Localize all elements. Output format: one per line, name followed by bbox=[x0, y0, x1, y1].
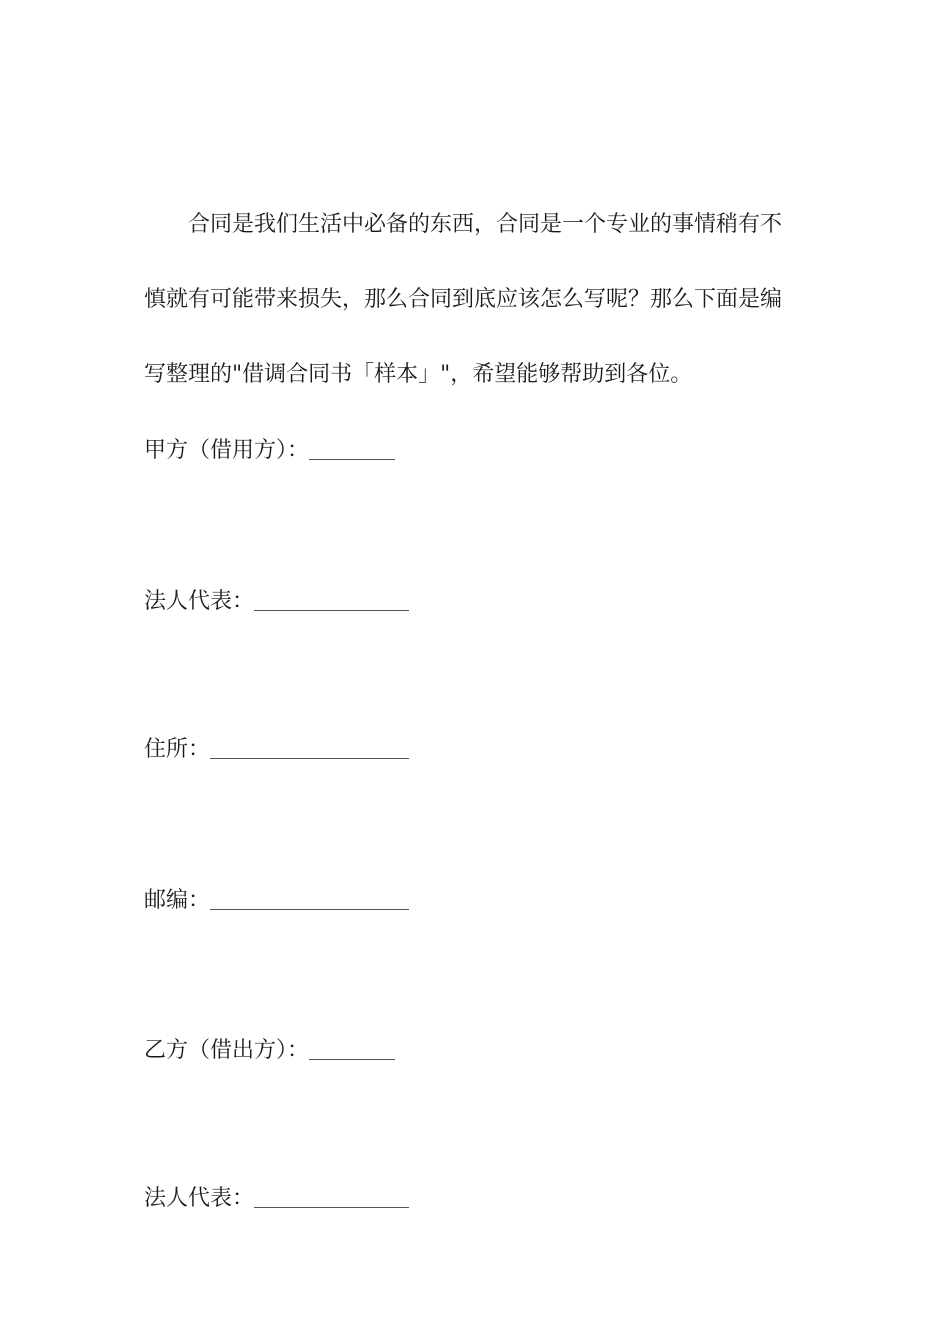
party-b-label: 乙方（借出方）： bbox=[144, 1038, 310, 1063]
party-a-representative-label: 法人代表： bbox=[144, 589, 255, 614]
party-b-field bbox=[144, 1034, 395, 1066]
intro-line-3: 写整理的"借调合同书「样本」"，希望能够帮助到各位。 bbox=[144, 362, 693, 387]
intro-line-2: 慎就有可能带来损失，那么合同到底应该怎么写呢？那么下面是编 bbox=[144, 287, 783, 312]
party-a-field bbox=[144, 434, 395, 466]
postcode-field bbox=[144, 884, 409, 916]
postcode-blank[interactable] bbox=[210, 887, 409, 910]
party-b-representative-blank[interactable] bbox=[254, 1185, 409, 1208]
intro-paragraph bbox=[144, 203, 799, 428]
party-b-representative-label: 法人代表： bbox=[144, 1186, 255, 1211]
address-field bbox=[144, 733, 409, 765]
party-a-representative-blank[interactable] bbox=[254, 588, 409, 611]
party-a-blank[interactable] bbox=[309, 437, 395, 460]
party-a-representative-field bbox=[144, 585, 409, 617]
party-b-representative-field bbox=[144, 1182, 409, 1214]
address-blank[interactable] bbox=[210, 736, 409, 759]
party-a-label: 甲方（借用方）： bbox=[144, 438, 310, 463]
party-b-blank[interactable] bbox=[309, 1037, 395, 1060]
address-label: 住所： bbox=[144, 737, 211, 762]
intro-line-1: 合同是我们生活中必备的东西，合同是一个专业的事情稍有不 bbox=[188, 212, 783, 237]
postcode-label: 邮编： bbox=[144, 888, 211, 913]
